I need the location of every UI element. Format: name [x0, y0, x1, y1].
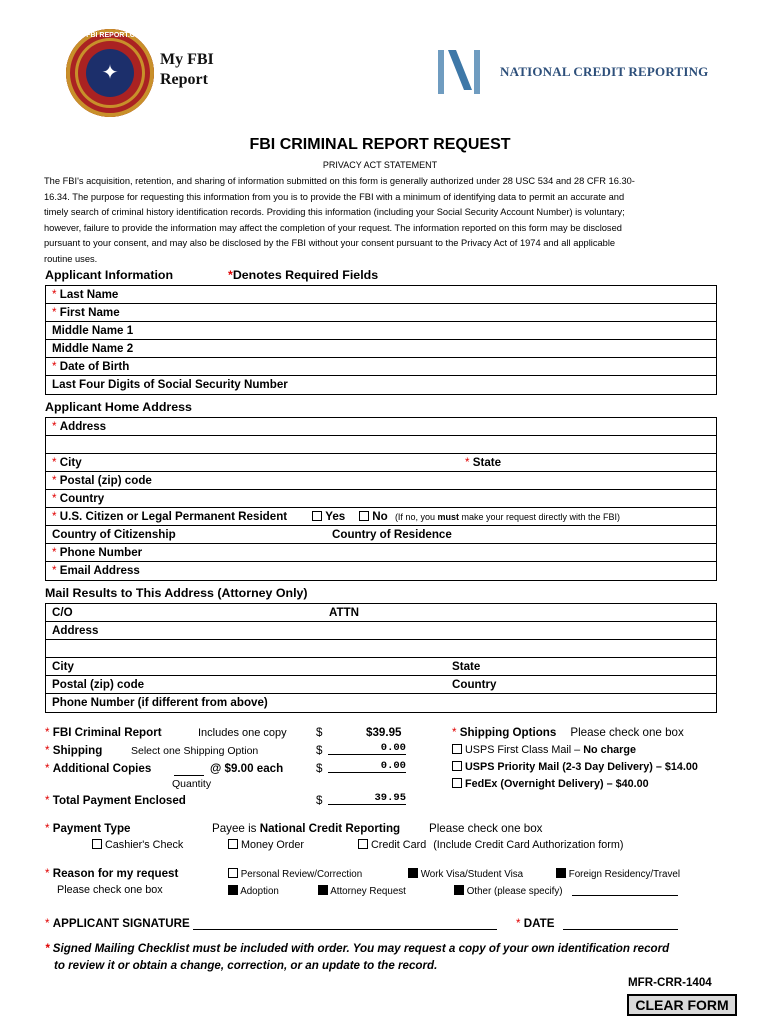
eagle-icon: ✦ [101, 62, 119, 84]
zip-field[interactable]: * Postal (zip) code [46, 472, 716, 490]
shipping-note: Select one Shipping Option [131, 745, 259, 757]
privacy-line: 16.34. The purpose for requesting this information from you is to provide the FBI with a minimum of identifying data to permit an accurate and [44, 191, 625, 202]
payment-cashiers-check[interactable]: Cashier's Check [92, 839, 183, 851]
work-visa-checkbox[interactable] [408, 868, 418, 878]
mail-phone-field[interactable]: Phone Number (if different from above) [52, 696, 268, 709]
dollar-sign: $ [316, 744, 323, 757]
phone-field[interactable]: * Phone Number [46, 544, 716, 562]
money-order-checkbox[interactable] [228, 839, 238, 849]
other-checkbox[interactable] [454, 885, 464, 895]
applicant-info-heading: Applicant Information [45, 268, 174, 282]
mail-address-line-2-field[interactable] [46, 640, 716, 658]
privacy-heading: PRIVACY ACT STATEMENT [322, 160, 438, 170]
signature-field[interactable] [193, 929, 497, 930]
privacy-line: however, failure to provide the information may affect the completion of your request. The information reported on this form may be disclosed [44, 222, 622, 233]
ncr-name: NATIONAL CREDIT REPORTING [500, 64, 709, 79]
privacy-statement [44, 174, 714, 268]
home-address-heading: Applicant Home Address [45, 400, 192, 414]
city-state-row[interactable]: * City * State [46, 454, 716, 472]
reason-foreign-residency[interactable]: Foreign Residency/Travel [556, 868, 680, 880]
fedex-checkbox[interactable] [452, 778, 462, 788]
signature-label: * APPLICANT SIGNATURE [45, 917, 190, 930]
last-name-field[interactable]: * Last Name [46, 286, 716, 304]
shipping-amount-field[interactable]: 0.00 [328, 742, 406, 755]
dollar-sign: $ [316, 726, 323, 739]
reason-other[interactable]: Other (please specify) [454, 885, 563, 897]
reason-adoption[interactable]: Adoption [228, 885, 279, 897]
applicant-info-table [45, 285, 717, 395]
mail-address-field[interactable]: Address [46, 622, 716, 640]
report-note: Includes one copy [198, 727, 287, 739]
dollar-sign: $ [316, 762, 323, 775]
form-code: MFR-CRR-1404 [628, 976, 712, 989]
shipping-options-heading: * Shipping Options Please check one box [452, 726, 684, 739]
quantity-label: Quantity [172, 778, 212, 790]
middle-name-2-field[interactable]: Middle Name 2 [46, 340, 716, 358]
co-attn-row[interactable]: C/O ATTN [46, 604, 716, 622]
reason-check-note: Please check one box [57, 884, 163, 896]
seal-text: MY FBI REPORT.COM [73, 32, 147, 39]
clear-form-button[interactable]: CLEAR FORM [627, 994, 737, 1016]
mail-results-table [45, 603, 717, 713]
privacy-line: The FBI's acquisition, retention, and sharing of information submitted on this form is generally authorized under 28 USC 534 and 28 CFR 16.30- [44, 176, 635, 186]
brand-line-1: My FBI [160, 51, 214, 68]
copies-quantity-field[interactable] [174, 762, 204, 776]
dollar-sign: $ [316, 794, 323, 807]
usps-priority-checkbox[interactable] [452, 761, 462, 771]
personal-review-checkbox[interactable] [228, 868, 238, 878]
adoption-checkbox[interactable] [228, 885, 238, 895]
payment-credit-card[interactable]: Credit Card (Include Credit Card Authorization form) [358, 839, 623, 851]
brand-name [160, 50, 214, 90]
checklist-note: * Signed Mailing Checklist must be included with order. You may request a copy of your own identification record to review it or obtain a change, correction, or an update to the record. [45, 942, 670, 972]
report-price: $39.95 [366, 726, 402, 739]
payment-type-heading: * Payment Type [45, 822, 131, 835]
mail-zip-country-row[interactable]: Postal (zip) code Country [46, 676, 716, 694]
attorney-request-checkbox[interactable] [318, 885, 328, 895]
citizenship-residence-row[interactable]: Country of Citizenship Country of Residence [46, 526, 716, 544]
my-fbi-report-seal [66, 29, 154, 117]
ncr-logo-icon [436, 46, 488, 98]
address-line-2-field[interactable] [46, 436, 716, 454]
seal-center [86, 49, 134, 97]
usps-first-class-checkbox[interactable] [452, 744, 462, 754]
address-field[interactable]: * Address [46, 418, 716, 436]
date-field[interactable] [563, 929, 678, 930]
date-of-birth-field[interactable]: * Date of Birth [46, 358, 716, 376]
privacy-line: routine uses. [44, 253, 98, 264]
payee-note: Payee is National Credit Reporting [212, 822, 401, 835]
country-field[interactable]: * Country [46, 490, 716, 508]
shipping-row: * Shipping [45, 744, 103, 757]
shipping-option-fedex[interactable]: FedEx (Overnight Delivery) – $40.00 [452, 778, 649, 790]
additional-copies-row: * Additional Copies [45, 762, 152, 775]
total-amount-field[interactable]: 39.95 [328, 792, 406, 805]
ssn-last-four-field[interactable]: Last Four Digits of Social Security Number [52, 378, 288, 391]
privacy-line: timely search of criminal history identification records. Providing this information (including your Social Security Account Number) is voluntary; [44, 207, 625, 218]
reason-personal-review[interactable]: Personal Review/Correction [228, 868, 362, 880]
cashiers-check-checkbox[interactable] [92, 839, 102, 849]
required-note: *Denotes Required Fields [228, 268, 379, 282]
date-label: * DATE [516, 917, 555, 930]
copies-rate: @ $9.00 each [210, 762, 284, 775]
mail-results-heading: Mail Results to This Address (Attorney Only) [45, 586, 308, 600]
reason-heading: * Reason for my request [45, 867, 179, 880]
citizen-no-checkbox[interactable] [359, 511, 369, 521]
shipping-option-usps-first[interactable]: USPS First Class Mail – No charge [452, 744, 636, 756]
brand-line-2: Report [160, 71, 208, 88]
privacy-line: pursuant to your consent, and may also be disclosed by the FBI without your consent pursuant to the Privacy Act of 1974 and all applicable [44, 238, 616, 249]
citizen-row: * U.S. Citizen or Legal Permanent Resident Yes No (If no, you must make your request directly with the FBI) [46, 508, 716, 526]
other-specify-field[interactable] [572, 895, 678, 896]
report-price-row: * FBI Criminal Report [45, 726, 162, 739]
payment-money-order[interactable]: Money Order [228, 839, 304, 851]
mail-city-state-row[interactable]: City State [46, 658, 716, 676]
foreign-residency-checkbox[interactable] [556, 868, 566, 878]
middle-name-1-field[interactable]: Middle Name 1 [46, 322, 716, 340]
form-title: FBI CRIMINAL REPORT REQUEST [249, 136, 511, 153]
first-name-field[interactable]: * First Name [46, 304, 716, 322]
citizen-yes-checkbox[interactable] [312, 511, 322, 521]
payment-check-note: Please check one box [429, 822, 543, 835]
shipping-option-usps-priority[interactable]: USPS Priority Mail (2-3 Day Delivery) – $14.00 [452, 761, 698, 773]
reason-work-visa[interactable]: Work Visa/Student Visa [408, 868, 523, 880]
credit-card-checkbox[interactable] [358, 839, 368, 849]
email-field[interactable]: * Email Address [52, 564, 140, 577]
home-address-table [45, 417, 717, 581]
reason-attorney-request[interactable]: Attorney Request [318, 885, 406, 897]
copies-amount-field[interactable]: 0.00 [328, 760, 406, 773]
total-row: * Total Payment Enclosed [45, 794, 186, 807]
